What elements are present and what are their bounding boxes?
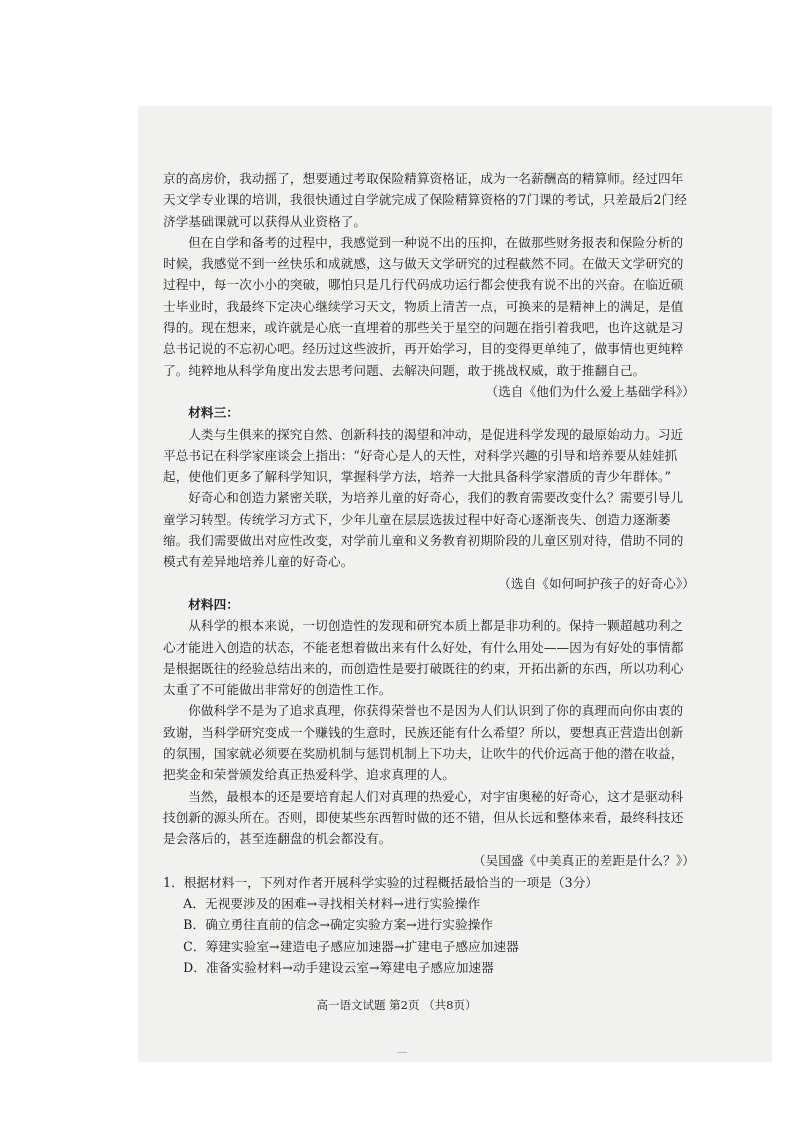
- source-citation: （吴国盛《中美真正的差距是什么？》）: [472, 852, 695, 868]
- answer-option: D．准备实验材料→动手建设云室→筹建电子感应加速器: [183, 959, 494, 975]
- scan-mark: [397, 1052, 407, 1053]
- body-paragraph: 从科学的根本来说，一切创造性的发现和研究本质上都是非功利的。保持一颗超越功利之心才能进入创造的状态，不能老想着做出来有什么好处，有什么用处——因为有好处的事情都是根据既往的经验总结出来的，而创造性是要打破既往的约束，开拓出新的东西，所以功利心太重了不可能做出非常好的创造性工作。: [163, 618, 684, 698]
- body-paragraph: 但在自学和备考的过程中，我感觉到一种说不出的压抑，在做那些财务报表和保险分析的时候，我感觉不到一丝快乐和成就感，这与做天文学研究的过程截然不同。在做天文学研究的过程中，每一次小小的突破，哪怕只是几行代码成功运行都会使我有说不出的兴奋。在临近硕士毕业时，我最终下定决心继续学习天文，物质上清苦一点，可换来的是精神上的满足，是值得的。现在想来，或许就是心底一直埋着的那些关于星空的问题在指引着我吧，也许这就是习总书记说的不忘初心吧。经历过这些波折，再开始学习，目的变得更单纯了，做事情也更纯粹了。纯粹地从科学角度出发去思考问题、去解决问题，敢于挑战权威，敢于推翻自己。: [163, 234, 684, 378]
- answer-option: B．确立勇往直前的信念→确定实验方案→进行实验操作: [183, 917, 494, 933]
- page-footer: 高一语文试题 第2页 （共8页）: [316, 998, 477, 1012]
- page-body: [163, 168, 695, 978]
- body-paragraph: 你做科学不是为了追求真理，你获得荣誉也不是因为人们认识到了你的真理而向你由衷的致谢，当科学研究变成一个赚钱的生意时，民族还能有什么希望？所以，要想真正营造出创新的氛围，国家就必须要在奖励机制与惩罚机制上下功夫，让吹牛的代价远高于他的潜在收益，把奖金和荣誉颁发给真正热爱科学、追求真理的人。: [163, 703, 684, 783]
- answer-option: C．筹建实验室→建造电子感应加速器→扩建电子感应加速器: [183, 938, 519, 954]
- question-stem: 1．根据材料一，下列对作者开展科学实验的过程概括最恰当的一项是（3分）: [163, 874, 599, 890]
- body-paragraph: 当然，最根本的还是要培育起人们对真理的热爱心，对宇宙奥秘的好奇心，这才是驱动科技创新的源头所在。否则，即使某些东西暂时做的还不错，但从长远和整体来看，最终科技还是会落后的，甚至连翻盘的机会都没有。: [163, 788, 684, 847]
- source-citation: （选自《如何呵护孩子的好奇心》）: [498, 575, 695, 591]
- body-paragraph: 人类与生俱来的探究自然、创新科技的渴望和冲动，是促进科学发现的最原始动力。习近平总书记在科学家座谈会上指出：“好奇心是人的天性，对科学兴趣的引导和培养要从娃娃抓起，使他们更多了解科学知识，掌握科学方法，培养一大批具备科学家潜质的青少年群体。”: [163, 426, 684, 485]
- section-heading: 材料四：: [188, 596, 239, 612]
- section-heading: 材料三：: [188, 405, 239, 421]
- body-paragraph: 京的高房价，我动摇了，想要通过考取保险精算资格证，成为一名薪酬高的精算师。经过四年天文学专业课的培训，我很快通过自学就完成了保险精算资格的7门课的考试，只差最后2门经济学基础课就可以获得从业资格了。: [163, 171, 687, 229]
- source-citation: （选自《他们为什么爱上基础学科》）: [485, 383, 695, 399]
- body-paragraph: 好奇心和创造力紧密关联，为培养儿童的好奇心，我们的教育需要改变什么？需要引导儿童学习转型。传统学习方式下，少年儿童在层层选拔过程中好奇心逐渐丧失、创造力逐渐萎缩。我们需要做出对应性改变，对学前儿童和义务教育初期阶段的儿童区别对待，借助不同的模式有差异地培养儿童的好奇心。: [163, 490, 684, 570]
- answer-option: A．无视要涉及的困难→寻找相关材料→进行实验操作: [183, 896, 481, 912]
